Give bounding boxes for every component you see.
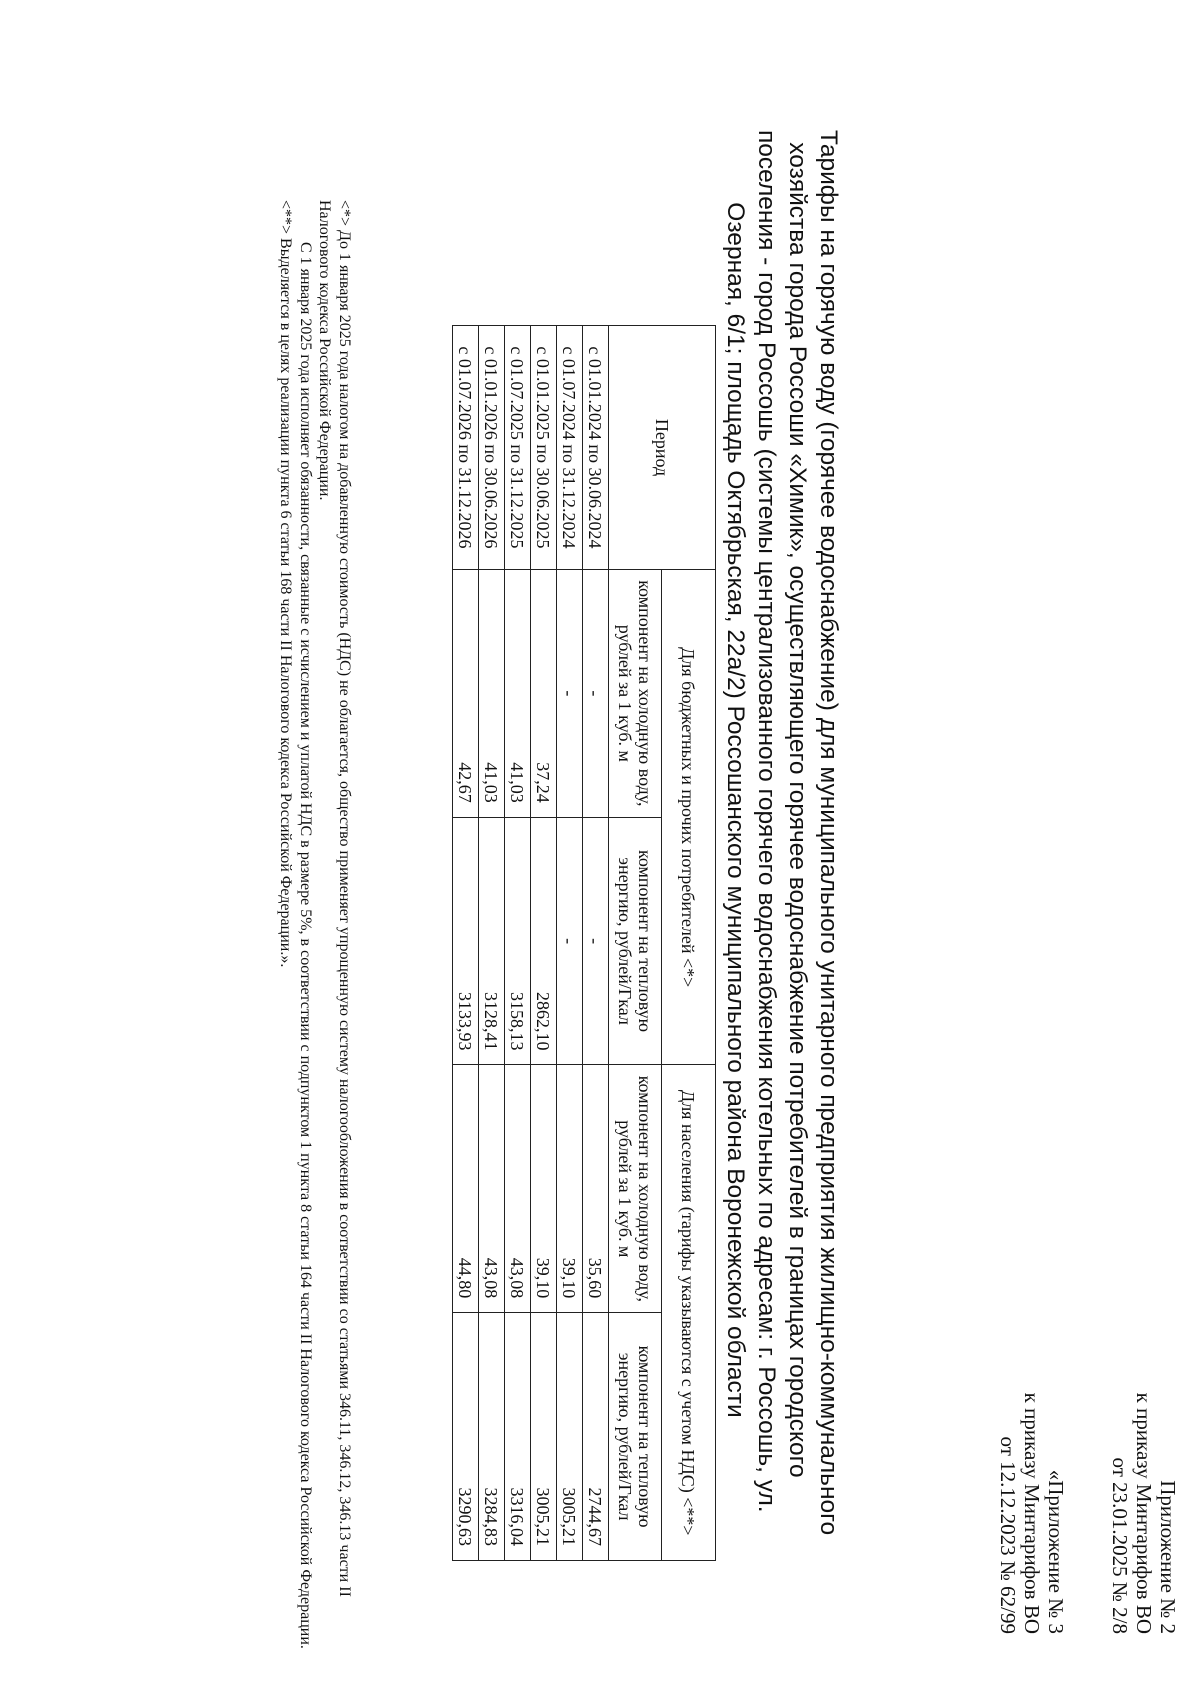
budget-cold-water-cell: -	[557, 569, 583, 817]
population-header: Для населения (тарифы указываются с учетом НДС) <**>	[662, 1065, 716, 1561]
footnote-population: <**> Выделяется в целях реализации пункта 6 статьи 168 части II Налогового кодекса Российской Федерации.».	[277, 200, 295, 968]
period-cell: с 01.01.2026 по 30.06.2026	[479, 326, 505, 570]
population-cold-water-cell: 43,08	[479, 1065, 505, 1313]
budget-consumers-header: Для бюджетных и прочих потребителей <*>	[662, 569, 716, 1065]
approval-line: к приказу Минтарифов ВО	[1020, 1392, 1044, 1634]
budget-cold-water-cell: 42,67	[453, 569, 479, 817]
period-cell: с 01.01.2024 по 30.06.2024	[583, 326, 609, 570]
title-line: Озерная, 6/1; площадь Октябрьская, 22а/2) Россошанского муниципального района Воронежской области	[722, 202, 749, 1418]
population-heat-cell: 3005,21	[557, 1313, 583, 1561]
population-cold-water-cell: 35,60	[583, 1065, 609, 1313]
population-heat-cell: 3284,83	[479, 1313, 505, 1561]
population-cold-water-cell: 39,10	[557, 1065, 583, 1313]
budget-heat-cell: 3133,93	[453, 817, 479, 1065]
table-row	[453, 326, 479, 1561]
population-cold-water-cell: 43,08	[505, 1065, 531, 1313]
title-line: Тарифы на горячую воду (горячее водоснабжение) для муниципального унитарного предприятия жилищно-коммунального	[815, 130, 842, 1536]
period-cell: с 01.07.2024 по 31.12.2024	[557, 326, 583, 570]
table-row	[505, 326, 531, 1561]
budget-heat-cell: -	[557, 817, 583, 1065]
budget-cold-water-cell: 41,03	[479, 569, 505, 817]
budget-heat-header: компонент на тепловую энергию, рублей/Гкал	[609, 817, 662, 1065]
table-row	[557, 326, 583, 1561]
budget-heat-cell: 2862,10	[531, 817, 557, 1065]
budget-heat-cell: 3158,13	[505, 817, 531, 1065]
table-row	[479, 326, 505, 1561]
title-line: поселения - город Россошь (системы централизованного горячего водоснабжения котельных по адресам: г. Россошь, ул.	[753, 130, 780, 1513]
footnote-vat-2025: С 1 января 2025 года исполняет обязанности, связанные с исчислением и уплатой НДС в размере 5%, в соответствии с подпунктом 1 пункта 8 статьи 164 части II Налогового кодекса Российской Федерации.	[297, 242, 314, 1649]
approval-line: от 23.01.2025 № 2/8	[1108, 1457, 1132, 1634]
approval-stamp-current	[1108, 1393, 1180, 1634]
approval-stamp-previous	[996, 1393, 1068, 1634]
tariff-table	[452, 325, 716, 1561]
population-cold-water-cell: 39,10	[531, 1065, 557, 1313]
document-title	[720, 130, 844, 1536]
approval-line: «Приложение № 3	[1044, 1469, 1068, 1634]
population-heat-cell: 3316,04	[505, 1313, 531, 1561]
approval-line: от 12.12.2023 № 62/99	[996, 1436, 1020, 1634]
population-heat-cell: 2744,67	[583, 1313, 609, 1561]
approval-line: к приказу Минтарифов ВО	[1132, 1392, 1156, 1634]
footnotes	[276, 200, 354, 1660]
population-heat-cell: 3005,21	[531, 1313, 557, 1561]
period-header: Период	[609, 326, 716, 570]
population-cold-water-cell: 44,80	[453, 1065, 479, 1313]
budget-cold-water-cell: 41,03	[505, 569, 531, 817]
budget-cold-water-header: компонент на холодную воду, рублей за 1 куб. м	[609, 569, 662, 817]
population-cold-water-header: компонент на холодную воду, рублей за 1 куб. м	[609, 1065, 662, 1313]
table-row	[531, 326, 557, 1561]
population-heat-cell: 3290,63	[453, 1313, 479, 1561]
approval-line: Приложение № 2	[1156, 1480, 1180, 1634]
table-row	[583, 326, 609, 1561]
title-line: хозяйства города Россоши «Химик», осуществляющего горячее водоснабжение потребителей в границах городского	[784, 142, 811, 1478]
budget-cold-water-cell: 37,24	[531, 569, 557, 817]
period-cell: с 01.07.2026 по 31.12.2026	[453, 326, 479, 570]
period-cell: с 01.07.2025 по 31.12.2025	[505, 326, 531, 570]
population-heat-header: компонент на тепловую энергию, рублей/Гкал	[609, 1313, 662, 1561]
footnote-vat-exempt: <*> До 1 января 2025 года налогом на добавленную стоимость (НДС) не облагается, общество применяет упрощенную систему налогообложения в соответствии со статьями 346.11, 346.12, 346.13 части II Налогового кодекса Российской Федерации.	[316, 200, 353, 1597]
period-cell: с 01.01.2025 по 30.06.2025	[531, 326, 557, 570]
budget-heat-cell: -	[583, 817, 609, 1065]
budget-cold-water-cell: -	[583, 569, 609, 817]
budget-heat-cell: 3128,41	[479, 817, 505, 1065]
